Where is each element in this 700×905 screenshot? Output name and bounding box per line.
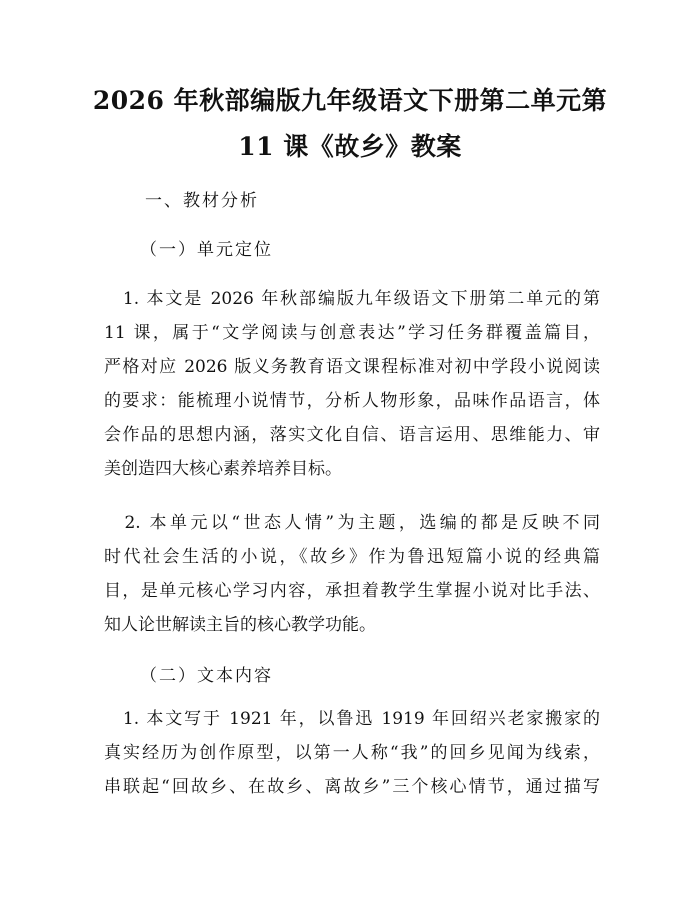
paragraph-line: 目，是单元核心学习内容，承担着教学生掌握小说对比手法、 — [104, 581, 600, 601]
paragraph-line: 1. 本文是 2026 年秋部编版九年级语文下册第二单元的第 — [104, 289, 600, 309]
paragraph-line: 1. 本文写于 1921 年，以鲁迅 1919 年回绍兴老家搬家的 — [104, 709, 600, 729]
paragraph-line: 时代社会生活的小说，《故乡》作为鲁迅短篇小说的经典篇 — [104, 547, 600, 567]
section-heading-textbook-analysis: 一、教材分析 — [145, 191, 259, 211]
paragraph-line: 串联起“回故乡、在故乡、离故乡”三个核心情节，通过描写 — [104, 777, 600, 797]
subsection-heading-text-content: （二）文本内容 — [140, 666, 273, 686]
document-title-line-1: 2026 年秋部编版九年级语文下册第二单元第 — [92, 86, 608, 115]
paragraph-line: 会作品的思想内涵，落实文化自信、语言运用、思维能力、审 — [104, 425, 600, 445]
paragraph-line: 严格对应 2026 版义务教育语文课程标准对初中学段小说阅读 — [104, 357, 600, 377]
subsection-heading-unit-positioning: （一）单元定位 — [140, 240, 273, 260]
paragraph-line: 11 课，属于“文学阅读与创意表达”学习任务群覆盖篇目， — [104, 323, 600, 343]
paragraph-line: 的要求：能梳理小说情节，分析人物形象，品味作品语言，体 — [104, 391, 600, 411]
paragraph-2 — [104, 506, 600, 642]
paragraph-line: 真实经历为创作原型，以第一人称“我”的回乡见闻为线索， — [104, 743, 600, 763]
paragraph-line: 美创造四大核心素养培养目标。 — [104, 459, 342, 479]
paragraph-line: 2. 本单元以“世态人情”为主题，选编的都是反映不同 — [104, 513, 600, 533]
document-title-line-2: 11 课《故乡》教案 — [238, 132, 462, 161]
paragraph-3 — [104, 702, 600, 804]
paragraph-1 — [104, 282, 600, 486]
paragraph-line: 知人论世解读主旨的核心教学功能。 — [104, 615, 376, 635]
